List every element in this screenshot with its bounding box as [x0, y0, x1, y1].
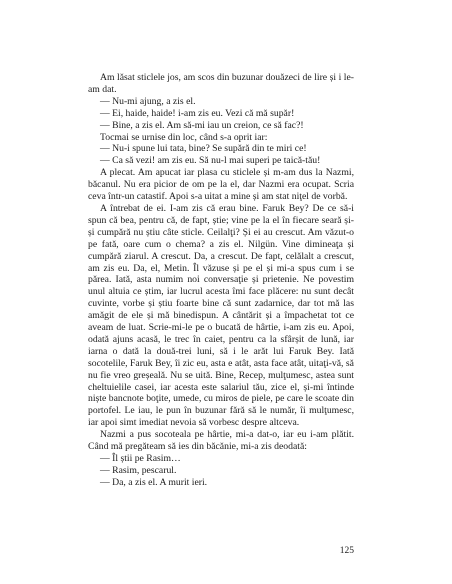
dialogue-line: — Ca să vezi! am zis eu. Să nu-l mai superi pe taică-tău!	[100, 155, 321, 167]
paragraph: Nazmi a pus socoteala pe hârtie, mi-a dat-o, iar eu i-am plătit. Când mă pregăteam să ies din băcănie, mi-a zis deodată:	[88, 429, 354, 453]
dialogue-line: — Nu-i spune lui tata, bine? Se supără din te miri ce!	[100, 143, 307, 155]
body-text	[88, 72, 354, 489]
page-number: 125	[339, 546, 354, 556]
dialogue-line: — Bine, a zis el. Am să-mi iau un creion, ce să fac?!	[100, 119, 304, 131]
dialogue-line: — Rasim, pescarul.	[100, 464, 177, 476]
dialogue-line: — Da, a zis el. A murit ieri.	[100, 476, 208, 488]
paragraph: Am lăsat sticlele jos, am scos din buzunar douăzeci de lire și i le-am dat.	[88, 72, 354, 95]
dialogue-line: — Ei, haide, haide! i-am zis eu. Vezi că mă supăr!	[100, 107, 295, 119]
paragraph: A întrebat de ei. I-am zis că erau bine. Faruk Bey? De ce să-i spun că bea, pentru că, de fapt, știe; vine pe la el în fiecare seară și-și cumpără nu știu câte sticle. Ceilalţi? Și ei au crescut. Am văzut-o pe fată, oare cum o chema? a zis el. Nilgün. Vine dimineaţa și cumpără ziarul. A crescut. Da, a crescut. De fapt, celălalt a crescut, am zis eu. Da, el, Metin. Îl văzuse și pe el și mi-a spus cum i se părea. Iată, asta numim noi conversaţie și prietenie. Ne povestim unul altuia ce știm, iar lucrul acesta îmi face plăcere: nu sunt decât cuvinte, vorbe și știu foarte bine că sunt zadarnice, dar tot mă las amăgit de ele și mă binedispun. A cântărit și a împachetat tot ce aveam de luat. Scrie-mi-le pe o bucată de hârtie, i-am zis eu. Apoi, odată ajuns acasă, le trec în caiet, pentru ca la sfârșit de lună, iar iarna o dată la două-trei luni, să i le arăt lui Faruk Bey. Iată socotelile, Faruk Bey, îi zic eu, asta e atât, asta face atât, uitaţi-vă, să nu fie vreo greșeală. Nu se uită. Bine, Recep, mulţumesc, astea sunt cheltuielile casei, iar acesta este salariul tău, zice el, și-mi întinde niște bancnote boţite, umede, cu miros de piele, pe care le scoate din portofel. Le iau, le pun în buzunar fără să le număr, îi mulţumesc, iar apoi simt imediat nevoia să vorbesc despre altceva.	[88, 202, 354, 429]
dialogue-line: — Îl știi pe Rasim…	[100, 453, 181, 464]
paragraph: Tocmai se urnise din loc, când s-a oprit iar:	[100, 131, 268, 143]
paragraph: A plecat. Am apucat iar plasa cu sticlele și m-am dus la Nazmi, băcanul. Nu era picior de om pe la el, dar Nazmi era ocupat. Scria ceva într-un catastif. Apoi s-a uitat a mine și am stat niţel de vorbă.	[88, 167, 354, 203]
dialogue-line: — Nu-mi ajung, a zis el.	[100, 95, 196, 107]
